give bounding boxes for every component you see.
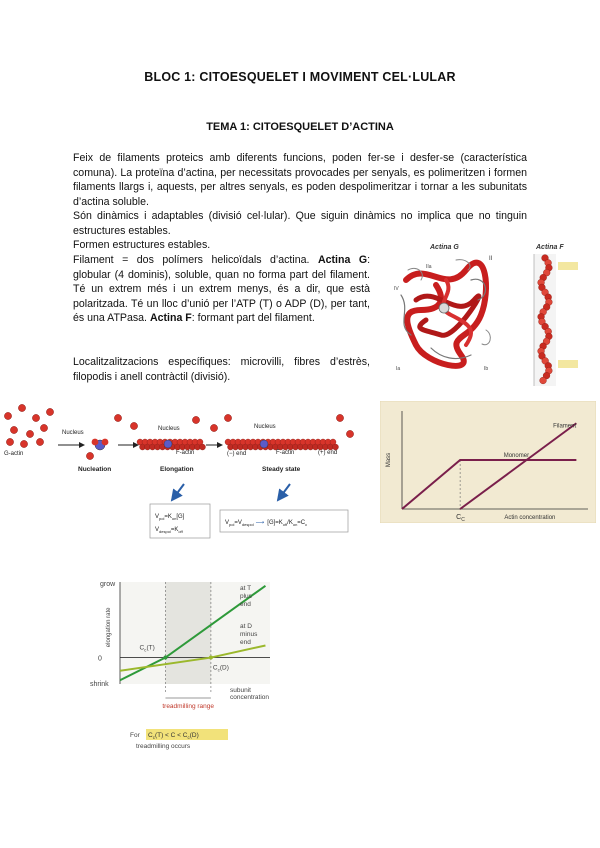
- plus-end-label-1: plus: [240, 593, 252, 600]
- paragraph-intro: Feix de filaments proteics amb diferents funcions, poden fer-se i desfer-se (característica comuna). La proteïna d’actina, per necessitats provocades per senyals, es polimeritzen i formen filaments llargs i, aquests, per altres senyals, es poden despolimeritzar i tornar a les subunitats d’actina soluble.: [73, 152, 527, 208]
- g-actin-monomer: [114, 414, 121, 421]
- mass-chart-xlabel: Actin concentration: [504, 515, 556, 521]
- formula-equilibrium: $V_{pol}=V_{despol}$ ⟶ $[G]=K_{off}/K_{on}=C_c$: [225, 520, 308, 527]
- actin-f-bead: [540, 377, 547, 384]
- g-actin-monomer: [26, 430, 33, 437]
- note-formula: $C_c(T) < C < C_c(D)$: [148, 732, 199, 740]
- label-domain-ia: Ia: [396, 366, 401, 372]
- critical-concentration-sub: C: [461, 517, 465, 523]
- g-actin-monomer: [36, 438, 43, 445]
- filament-subunit-steady: [333, 444, 339, 450]
- g-actin-monomer: [46, 408, 53, 415]
- note-suffix: treadmilling occurs: [136, 743, 191, 750]
- g-actin-monomer: [224, 414, 231, 421]
- label-domain-iia: IIa: [426, 264, 432, 270]
- label-domain-ib: Ib: [484, 366, 489, 372]
- y-zero-label: 0: [98, 655, 102, 663]
- paragraph-locations: Localitzalitzacions específiques: microvilli, fibres d’estrès, filopodis i anell contràctil (divisió).: [73, 356, 370, 383]
- filament-chains: [137, 439, 339, 450]
- mass-chart: [380, 401, 596, 523]
- annotation-filament: Filament: [553, 423, 577, 430]
- note-prefix: For: [130, 732, 140, 739]
- minus-end-label-1: minus: [240, 631, 258, 638]
- g-actin-monomer: [18, 404, 25, 411]
- g-actin-monomer: [20, 440, 27, 447]
- g-actin-monomer: [102, 439, 109, 446]
- g-actin-monomer: [346, 430, 353, 437]
- actina-g-term: Actina G: [317, 254, 368, 266]
- arrow-to-box2: [278, 484, 290, 500]
- label-actina-g: Actina G: [430, 244, 459, 251]
- g-actin-monomer: [32, 414, 39, 421]
- nucleus-seed: [164, 440, 172, 448]
- label-nucleation: Nucleation: [78, 466, 112, 473]
- actin-structure-figure: [386, 240, 586, 390]
- actina-f-term: Actina F: [149, 312, 192, 325]
- ct-label-sub: c: [144, 647, 147, 653]
- polymerization-diagram: [0, 398, 372, 548]
- ct-point: [163, 656, 167, 660]
- plus-end-label-0: at T: [240, 585, 252, 592]
- critical-concentration-tick: $C_C$: [456, 514, 465, 523]
- page-title: BLOC 1: CITOESQUELET I MOVIMENT CEL·LULAR: [144, 70, 456, 84]
- g-actin-monomer: [40, 424, 47, 431]
- paragraph-dynamics: Són dinàmics i adaptables (divisió cel·lular). Que siguin dinàmics no implica que no tinguin estructures estables.: [73, 210, 527, 237]
- minus-end-label-0: at D: [240, 623, 252, 630]
- label-domain-ii: II: [489, 256, 493, 262]
- g-actin-monomer: [210, 424, 217, 431]
- actina-g-def: : globular (4 dominis), soluble, quan no forma part del filament. Té un extrem més i un extrem menys, és a dir, que està polaritzada. Té un lloc d’unió per l’ATP (T) o ADP (D), per tant, és una ATPasa.: [73, 254, 371, 325]
- label-elongation: Elongation: [160, 466, 194, 473]
- elongation-chart: [80, 572, 280, 767]
- treadmilling-range-label: treadmilling range: [162, 703, 215, 710]
- treadmilling-band: [165, 582, 210, 684]
- mass-chart-ylabel: Mass: [386, 452, 392, 468]
- section-title: TEMA 1: CITOESQUELET D’ACTINA: [206, 121, 394, 133]
- actina-f-def: : formant part del filament.: [191, 312, 315, 325]
- label-nucleus-1: Nucleus: [62, 430, 84, 436]
- g-actin-monomer: [192, 416, 199, 423]
- label-minus-end: (−) end: [227, 451, 247, 457]
- minus-end-label-2: end: [240, 639, 251, 646]
- annotation-monomer: Monomer: [503, 453, 530, 459]
- y-top-label-grow: grow: [100, 581, 116, 588]
- cd-label-sub: c: [217, 667, 220, 673]
- g-actin-monomer: [10, 426, 17, 433]
- ct-label-tail: (T): [146, 644, 155, 652]
- label-plus-end: (+) end: [318, 450, 338, 456]
- label-nucleus-3: Nucleus: [254, 424, 276, 430]
- nucleus-seed: [260, 440, 268, 448]
- plus-end-label-2: end: [240, 601, 251, 608]
- actin-g-ribbon: [401, 260, 490, 366]
- cd-label-tail: (D): [219, 664, 229, 672]
- paragraph-filament: [73, 253, 370, 326]
- formula-vpol: $V_{pol}=K_{on}[G]$: [155, 514, 185, 521]
- g-actin-monomer: [336, 414, 343, 421]
- cd-point: [209, 656, 213, 660]
- g-actin-monomer: [86, 452, 93, 459]
- label-nucleus-2: Nucleus: [158, 426, 180, 432]
- g-actin-monomer: [4, 412, 11, 419]
- elongation-xlabel-1: subunit: [230, 687, 251, 694]
- label-f-actin-2: F-actin: [276, 450, 295, 456]
- arrow-to-box1: [172, 484, 184, 500]
- g-actin-monomer: [130, 422, 137, 429]
- filament-subunit-elongation: [200, 444, 206, 450]
- g-actin-monomer: [92, 439, 99, 446]
- elongation-ylabel: elongation rate: [106, 607, 112, 648]
- ct-label: $C_c(T)$: [139, 644, 155, 653]
- formula-vdespol: $V_{despol}=K_{off}$: [155, 527, 183, 534]
- mass-chart-bg: [380, 401, 596, 523]
- label-domain-iv: IV: [394, 286, 399, 292]
- label-g-actin: G-actin: [4, 451, 24, 457]
- paragraph-stable: Formen estructures estables.: [73, 239, 211, 251]
- label-actina-f: Actina F: [536, 244, 564, 251]
- label-f-actin-1: F-actin: [176, 450, 195, 456]
- g-actin-monomer: [6, 438, 13, 445]
- filament-def: Filament = dos polímers helicoïdals d’actina.: [73, 254, 318, 266]
- cd-label: $C_c(D)$: [212, 664, 229, 673]
- elongation-xlabel-2: concentration: [230, 694, 270, 701]
- label-steady-state: Steady state: [262, 466, 301, 473]
- y-bottom-label-shrink: shrink: [90, 681, 109, 688]
